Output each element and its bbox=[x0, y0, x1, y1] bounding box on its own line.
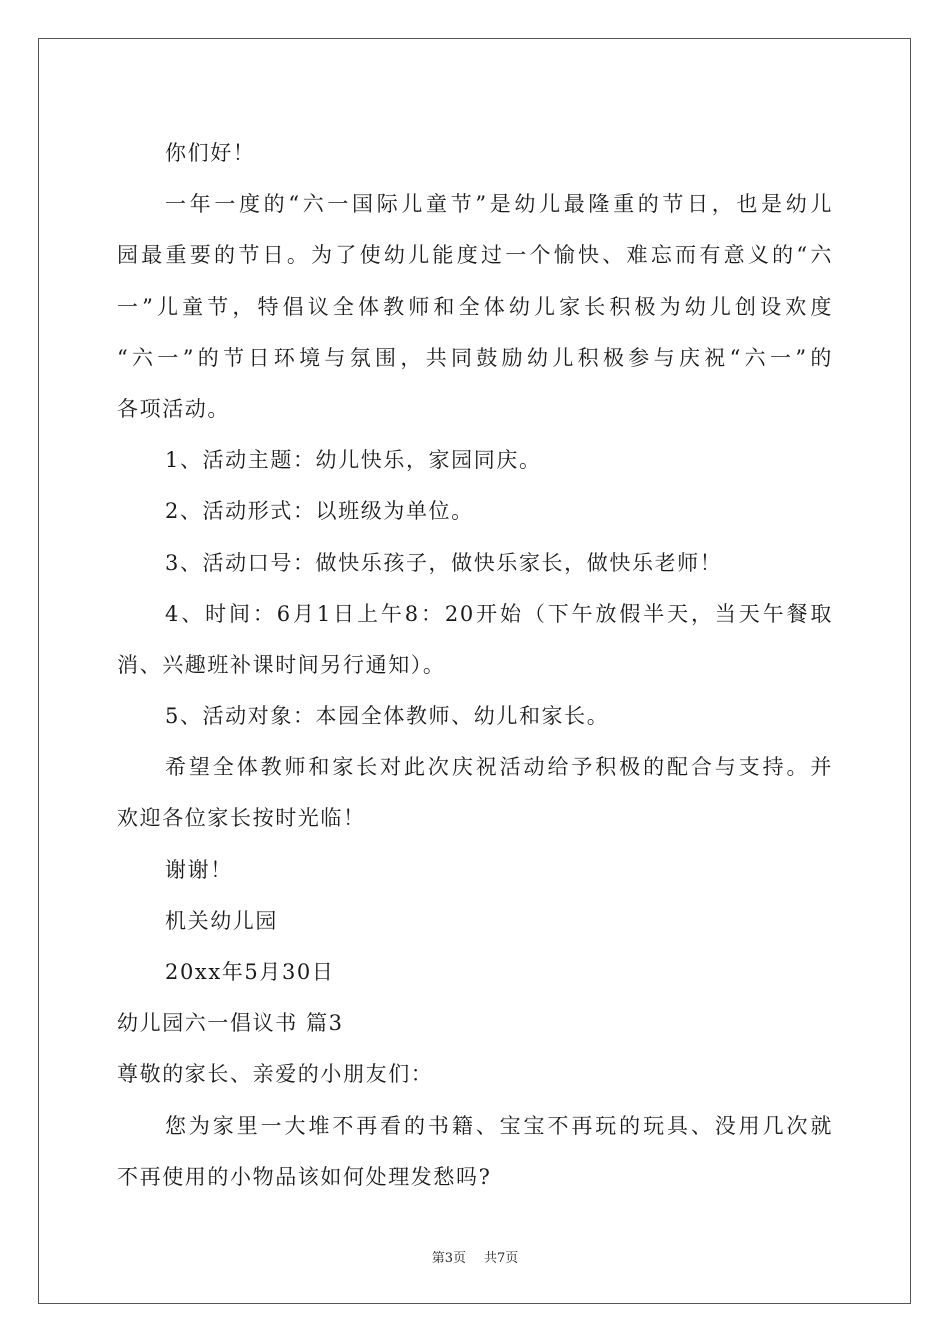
paragraph-line: 希望全体教师和家长对此次庆祝活动给予积极的配合与支持。并 bbox=[165, 755, 833, 780]
greeting-line: 你们好！ bbox=[165, 141, 256, 165]
page-total: 共7页 bbox=[484, 1251, 519, 1266]
closing-line: 谢谢！ bbox=[165, 857, 233, 882]
signature-org: 机关幼儿园 bbox=[165, 908, 278, 933]
list-item: 2、活动形式：以班级为单位。 bbox=[165, 499, 474, 524]
section-heading: 幼儿园六一倡议书 篇3 bbox=[117, 1011, 344, 1036]
list-item: 4、时间：6月1日上午8：20开始（下午放假半天，当天午餐取 bbox=[165, 601, 833, 626]
page-number: 第3页 bbox=[431, 1251, 466, 1266]
paragraph-line: 欢迎各位家长按时光临！ bbox=[117, 806, 366, 831]
signature-date: 20xx年5月30日 bbox=[165, 960, 335, 984]
document-body bbox=[117, 128, 833, 1203]
list-item-continuation: 消、兴趣班补课时间另行通知）。 bbox=[117, 652, 446, 677]
paragraph-line: 各项活动。 bbox=[117, 396, 230, 421]
salutation-line: 尊敬的家长、亲爱的小朋友们： bbox=[117, 1062, 434, 1087]
list-item: 5、活动对象：本园全体教师、幼儿和家长。 bbox=[165, 704, 610, 729]
paragraph-line: 园最重要的节日。为了使幼儿能度过一个愉快、难忘而有意义的“六 bbox=[117, 243, 833, 268]
list-item: 1、活动主题：幼儿快乐，家园同庆。 bbox=[165, 448, 542, 473]
paragraph-line: 不再使用的小物品该如何处理发愁吗? bbox=[117, 1164, 492, 1189]
paragraph-line: 一”儿童节，特倡议全体教师和全体幼儿家长积极为幼儿创设欢度 bbox=[117, 294, 833, 319]
page-footer bbox=[0, 1247, 950, 1266]
list-item: 3、活动口号：做快乐孩子，做快乐家长，做快乐老师！ bbox=[165, 550, 723, 575]
paragraph-line: 您为家里一大堆不再看的书籍、宝宝不再玩的玩具、没用几次就 bbox=[165, 1113, 833, 1138]
paragraph-line: “六一”的节日环境与氛围，共同鼓励幼儿积极参与庆祝“六一”的 bbox=[117, 345, 833, 370]
paragraph-line: 一年一度的“六一国际儿童节”是幼儿最隆重的节日，也是幼儿 bbox=[165, 192, 833, 217]
